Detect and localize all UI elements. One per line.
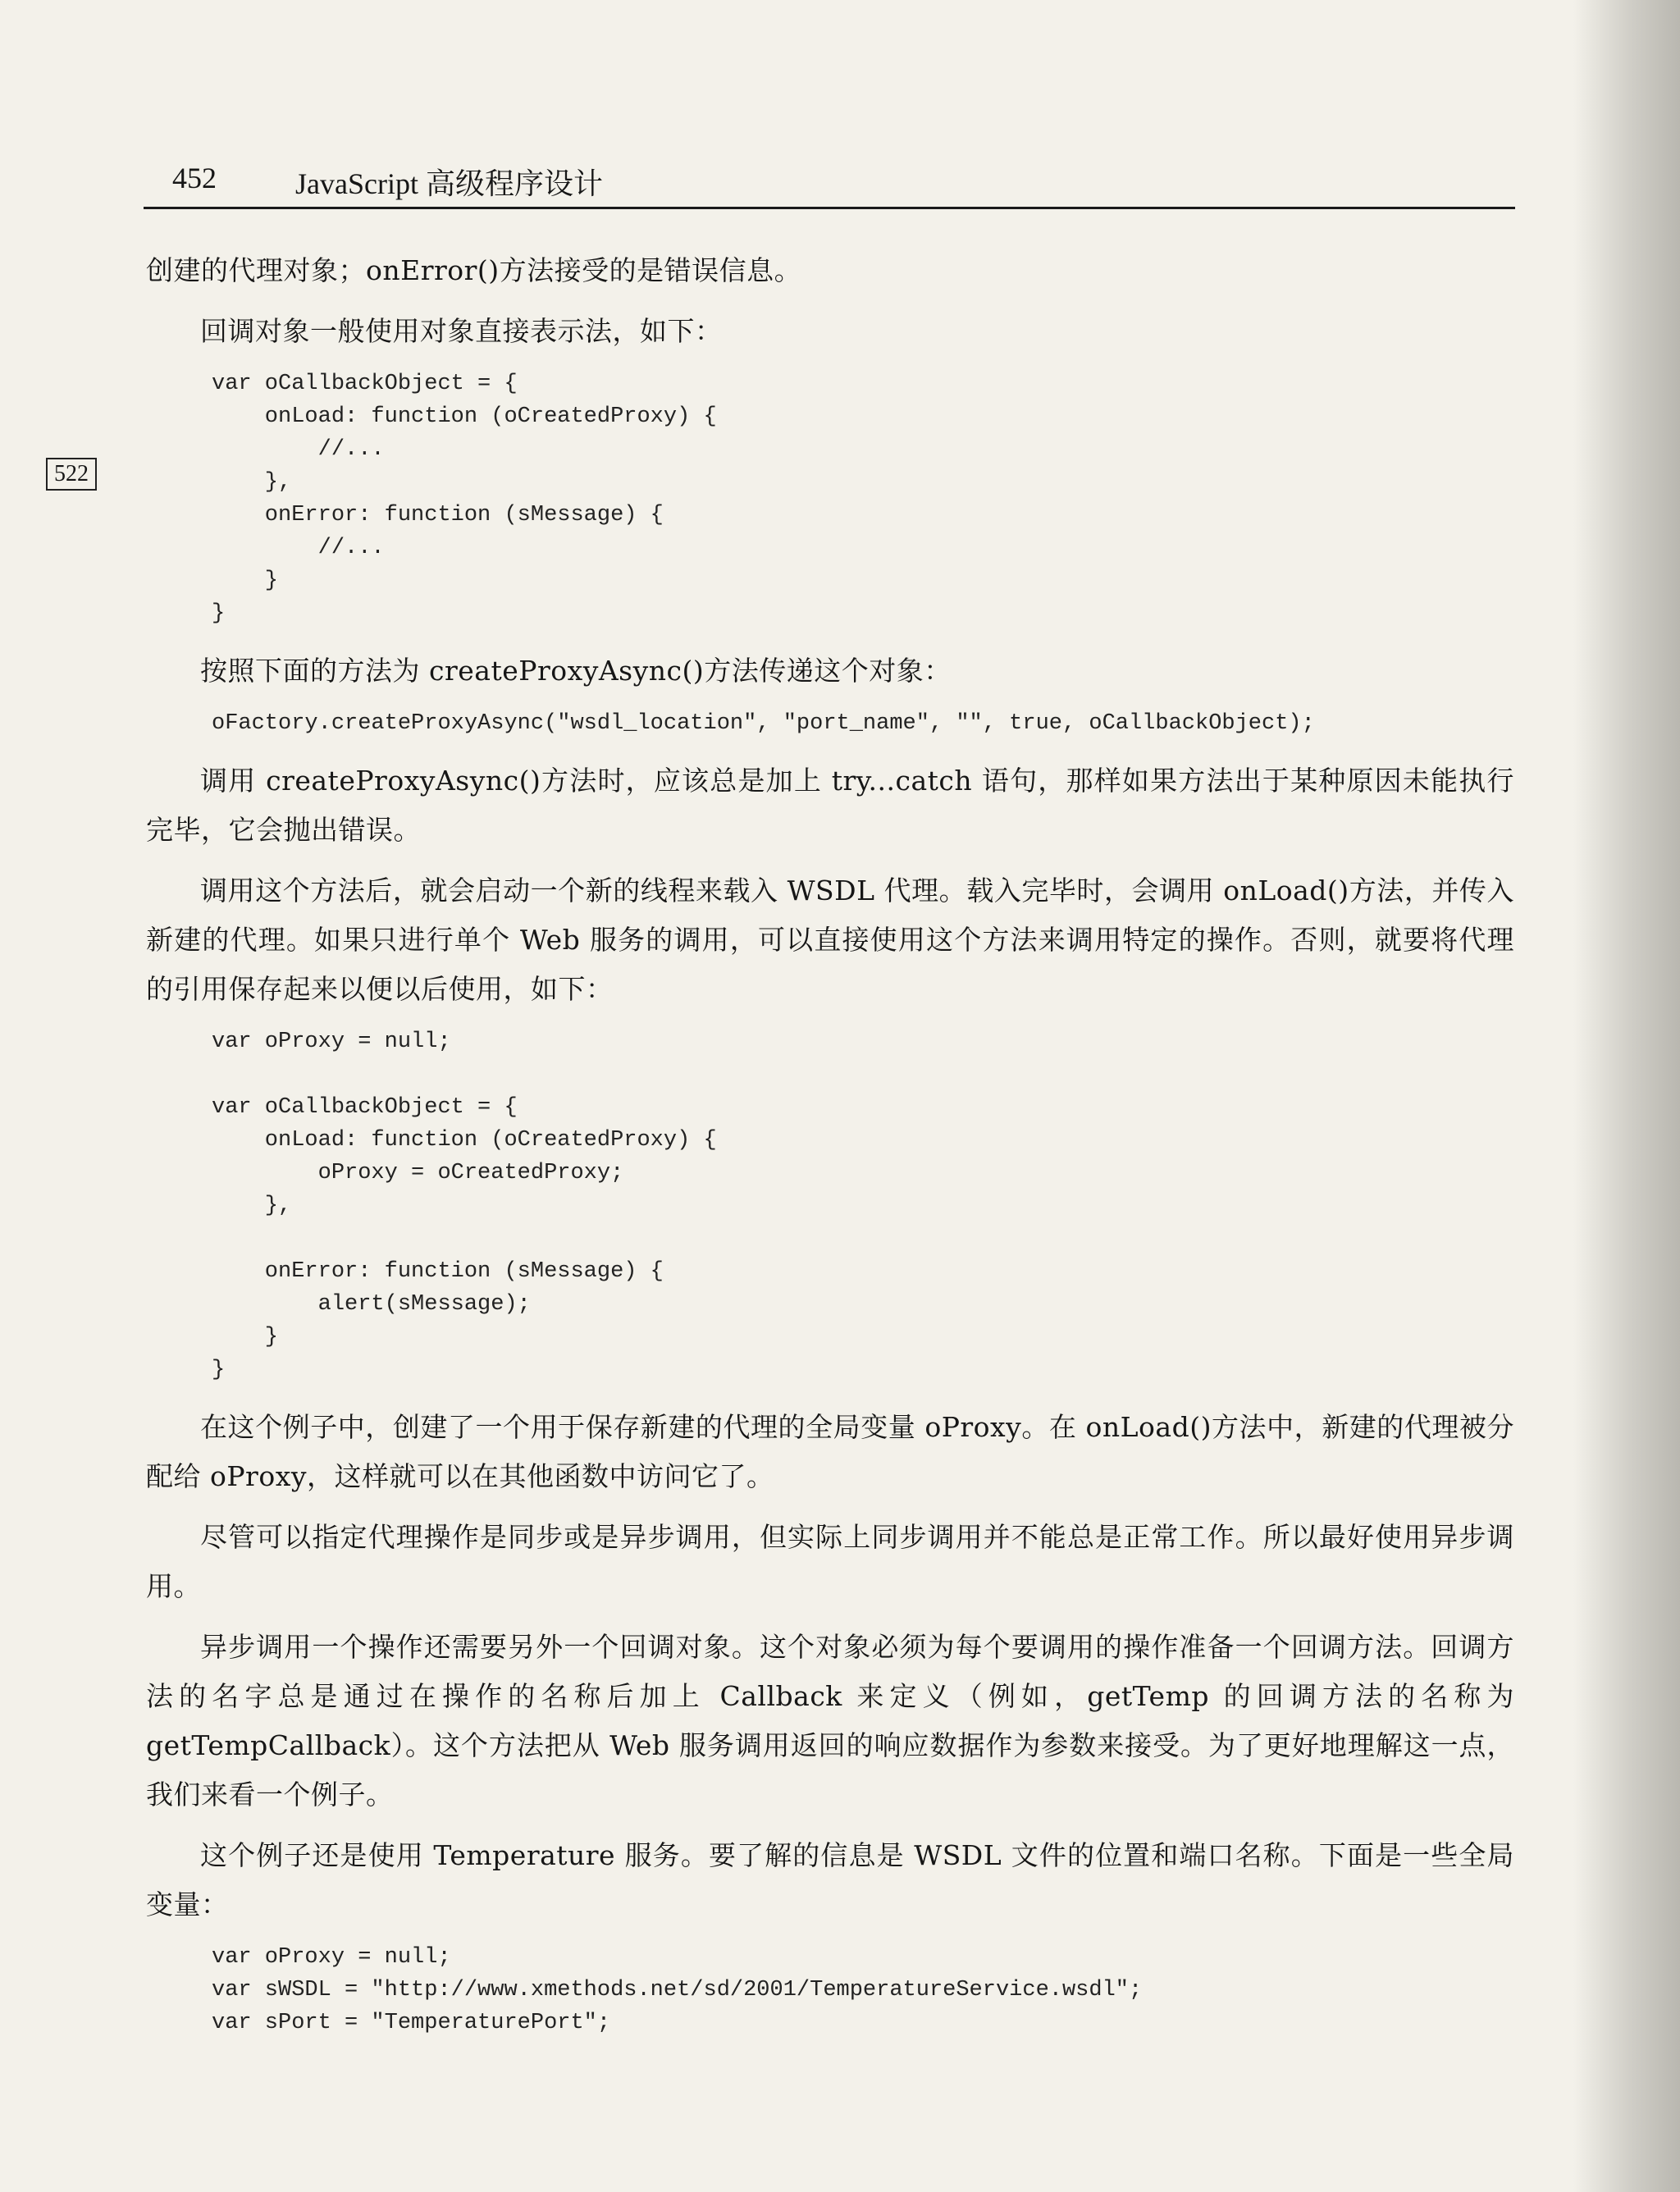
paragraph: 调用这个方法后，就会启动一个新的线程来载入 WSDL 代理。载入完毕时，会调用 onLoad()方法，并传入新建的代理。如果只进行单个 Web 服务的调用，可以直接使用这个方法来调用特定的操作。否则，就要将代理的引用保存起来以便以后使用，如下：: [146, 875, 1514, 1005]
code-block: var oProxy = null; var oCallbackObject = { onLoad: function (oCreatedProxy) { oProxy = oCreatedProxy; }, onError: function (sMessage) { alert(sMessage); } }: [212, 1030, 717, 1382]
paragraph: 创建的代理对象；onError()方法接受的是错误信息。: [146, 254, 802, 286]
page-number: 452: [172, 162, 217, 194]
code-block: oFactory.createProxyAsync("wsdl_location", "port_name", "", true, oCallbackObject);: [212, 711, 1315, 736]
header-rule: [144, 207, 1515, 209]
running-header: [172, 154, 1518, 203]
paragraph: 在这个例子中，创建了一个用于保存新建的代理的全局变量 oProxy。在 onLoad()方法中，新建的代理被分配给 oProxy，这样就可以在其他函数中访问它了。: [146, 1411, 1514, 1492]
paragraph: 回调对象一般使用对象直接表示法，如下：: [200, 315, 723, 347]
paragraph: 调用 createProxyAsync()方法时，应该总是加上 try...catch 语句，那样如果方法出于某种原因未能执行完毕，它会抛出错误。: [146, 765, 1514, 846]
code-block: var oProxy = null; var sWSDL = "http://www.xmethods.net/sd/2001/TemperatureService.wsdl"; var sPort = "TemperaturePort";: [212, 1945, 1143, 2035]
paragraph: 按照下面的方法为 createProxyAsync()方法传递这个对象：: [200, 655, 952, 687]
book-title: JavaScript 高级程序设计: [295, 167, 603, 200]
code-block: var oCallbackObject = { onLoad: function (oCreatedProxy) { //... }, onError: function (sMessage) { //... } }: [212, 372, 717, 626]
page-binding-shadow: [1573, 0, 1680, 2192]
paragraph: 尽管可以指定代理操作是同步或是异步调用，但实际上同步调用并不能总是正常工作。所以最好使用异步调用。: [146, 1521, 1514, 1602]
paragraph: 这个例子还是使用 Temperature 服务。要了解的信息是 WSDL 文件的位置和端口名称。下面是一些全局变量：: [146, 1839, 1514, 1920]
paragraph: 异步调用一个操作还需要另外一个回调对象。这个对象必须为每个要调用的操作准备一个回调方法。回调方法的名字总是通过在操作的名称后加上 Callback 来定义（例如，getTemp 的回调方法的名称为 getTempCallback）。这个方法把从 Web 服务调用返回的响应数据作为参数来接受。为了更好地理解这一点，我们来看一个例子。: [146, 1631, 1514, 1811]
page-content: [146, 246, 1514, 2056]
margin-page-reference: 522: [46, 458, 97, 491]
